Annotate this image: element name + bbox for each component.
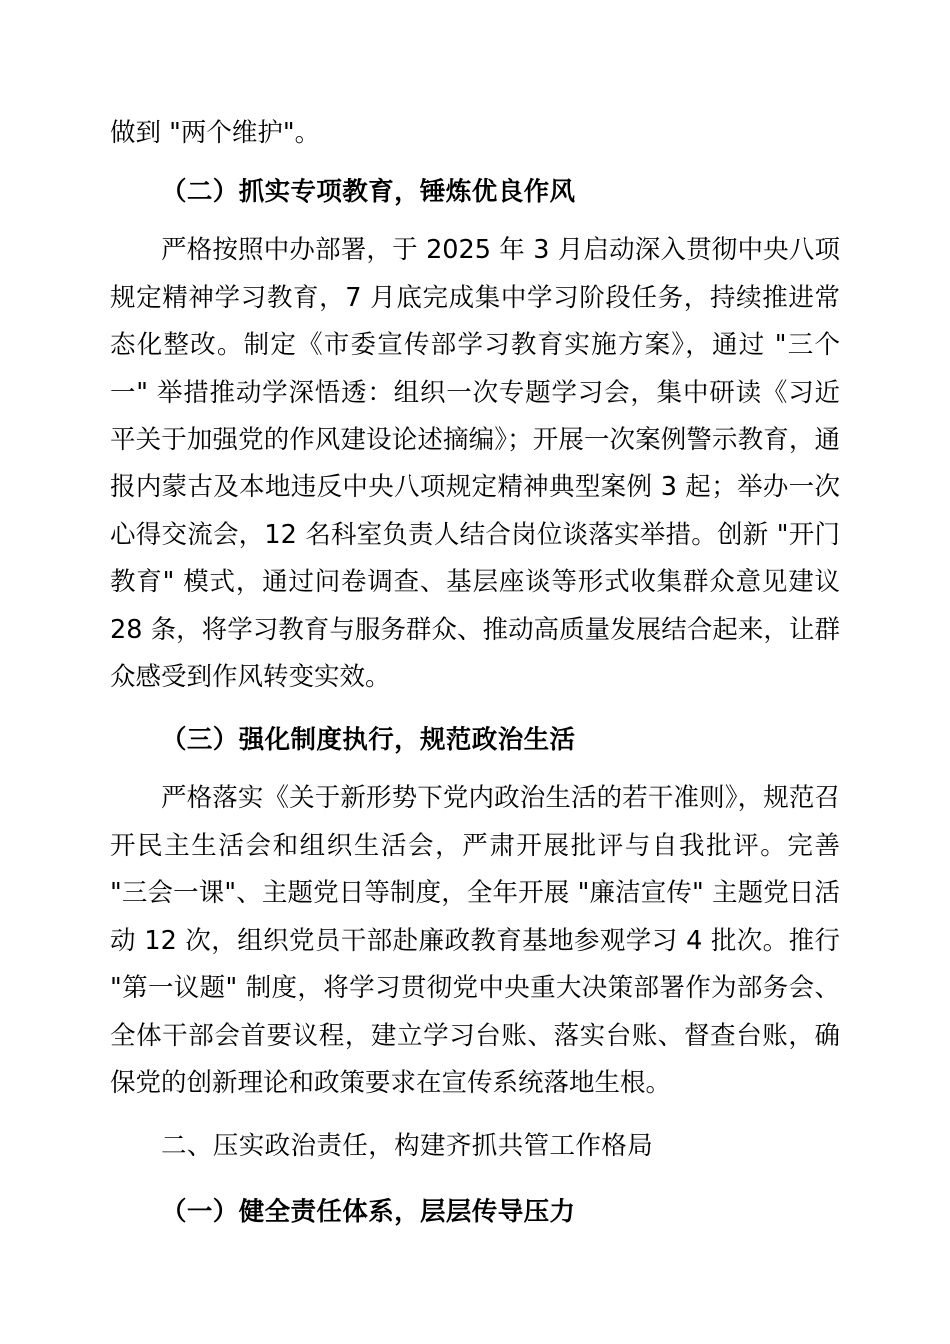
heading-section-one-item-two: （二）抓实专项教育，锤炼优良作风 bbox=[161, 177, 576, 208]
spacer bbox=[110, 701, 840, 709]
document-body bbox=[110, 110, 840, 1243]
paragraph-continuation-line: 做到 "两个维护"。 bbox=[110, 118, 321, 148]
spacer bbox=[110, 1107, 840, 1115]
heading-section-two: 二、压实政治责任，构建齐抓共管工作格局 bbox=[161, 1131, 654, 1162]
paragraph-special-education: 严格按照中办部署，于 2025 年 3 月启动深入贯彻中央八项规定精神学习教育，7 月底完成集中学习阶段任务，持续推进常态化整改。制定《市委宣传部学习教育实施方案》，通过 "三个一" 举措推动学深悟透：组织一次专题学习会，集中研读《习近平关于加强党的作风建设论述摘编》；开展一次案例警示教育，通报内蒙古及本地违反中央八项规定精神典型案例 3 起；举办一次心得交流会，12 名科室负责人结合岗位谈落实举措。创新 "开门教育" 模式，通过问卷调查、基层座谈等形式收集群众意见建议 28 条，将学习教育与服务群众、推动高质量发展结合起来，让群众感受到作风转变实效。 bbox=[110, 235, 840, 693]
heading-section-two-item-one: （一）健全责任体系，层层传导压力 bbox=[161, 1197, 576, 1228]
paragraph-system-execution: 严格落实《关于新形势下党内政治生活的若干准则》，规范召开民主生活会和组织生活会，严肃开展批评与自我批评。完善 "三会一课"、主题党日等制度，全年开展 "廉洁宣传" 主题党日活动 12 次，组织党员干部赴廉政教育基地参观学习 4 批次。推行 "第一议题" 制度，将学习贯彻党中央重大决策部署作为部务会、全体干部会首要议程，建立学习台账、落实台账、督查台账，确保党的创新理论和政策要求在宣传系统落地生根。 bbox=[110, 783, 840, 1098]
heading-section-one-item-three: （三）强化制度执行，规范政治生活 bbox=[161, 725, 576, 756]
